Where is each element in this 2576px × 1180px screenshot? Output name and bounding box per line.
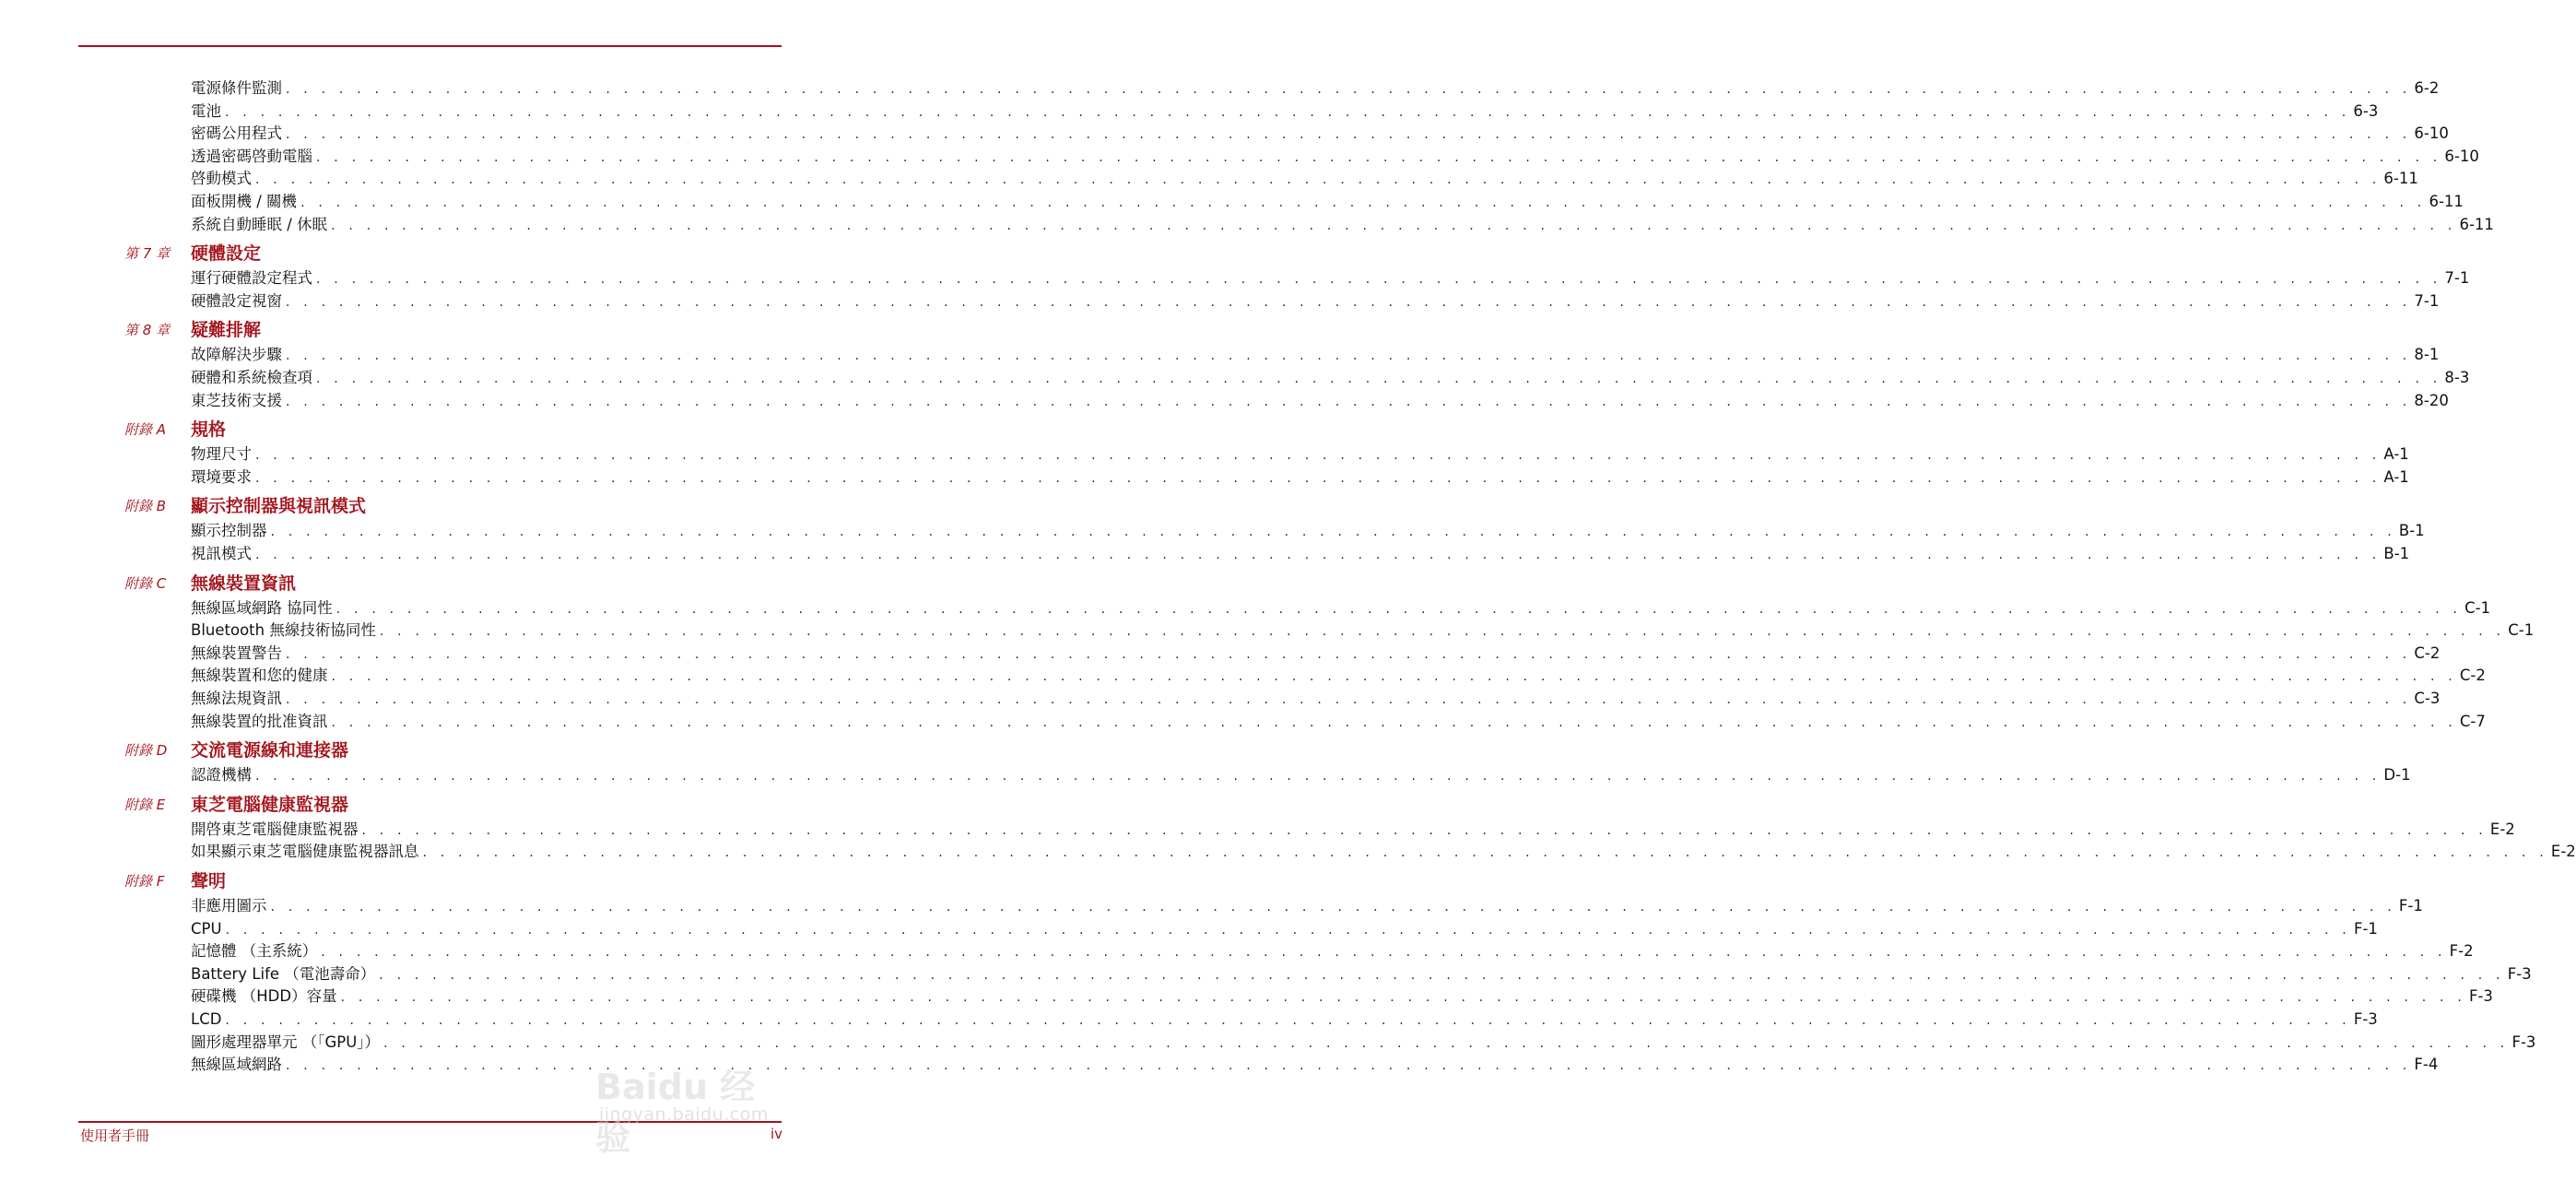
toc-entry[interactable] (191, 214, 2494, 234)
chapter-label: 第 7 章 (124, 245, 171, 263)
toc-entry-page: D-1 (2383, 766, 2411, 785)
toc-entry[interactable] (191, 466, 2409, 487)
toc-entry-page: F-3 (2511, 1032, 2536, 1051)
leader-dots: . . . . . . . . . . . . . . . . . . . . . . . . . . . . . . . . . . . . . . . . . . . . . . . . . . . . . . . . . . . . . . . . . . . . . . . . . . . . . . . . . . . . . . . . . . . . . . . . . . . . . . . . . . . . . . . . . . . . . . . . (340, 990, 2466, 1006)
toc-entry-page: F-1 (2398, 897, 2423, 914)
toc-entry[interactable] (191, 1032, 2536, 1052)
header-rule (78, 45, 782, 47)
leader-dots: . . . . . . . . . . . . . . . . . . . . . . . . . . . . . . . . . . . . . . . . . . . . . . . . . . . . . . . . . . . . . . . . . . . . . . . . . . . . . . . . . . . . . . . . . . . . . . . . . . . . . . . . . . . . . . . . . . . . . . . . (225, 104, 2351, 120)
toc-entry[interactable] (191, 390, 2449, 410)
toc-entry-page: 6-11 (2459, 215, 2494, 233)
toc-entry[interactable] (191, 918, 2378, 938)
leader-dots: . . . . . . . . . . . . . . . . . . . . . . . . . . . . . . . . . . . . . . . . . . . . . . . . . . . . . . . . . . . . . . . . . . . . . . . . . . . . . . . . . . . . . . . . . . . . . . . . . . . . . . . . . . . . . . . . . . . . . . . . (255, 470, 2382, 486)
toc-entry-page: F-3 (2507, 964, 2532, 983)
toc-entry-title: 東芝技術支援 (191, 391, 282, 409)
toc-entry-title: 電池 (191, 101, 221, 120)
toc-entry-title: 硬體和系統檢查項 (191, 369, 312, 386)
toc-entry-title: 非應用圖示 (191, 897, 267, 914)
leader-dots: . . . . . . . . . . . . . . . . . . . . . . . . . . . . . . . . . . . . . . . . . . . . . . . . . . . . . . . . . . . . . . . . . . . . . . . . . . . . . . . . . . . . . . . . . . . . . . . . . . . . . . . . . . . . . . . . . . . . . . . . (331, 669, 2457, 685)
toc-entry-title: 硬碟機 （HDD）容量 (191, 987, 337, 1006)
leader-dots: . . . . . . . . . . . . . . . . . . . . . . . . . . . . . . . . . . . . . . . . . . . . . . . . . . . . . . . . . . . . . . . . . . . . . . . . . . . . . . . . . . . . . . . . . . . . . . . . . . . . . . . . . . . . . . . . . . . . . . . . (422, 845, 2548, 861)
toc-entry-page: 6-10 (2444, 147, 2479, 165)
toc-entry-title: 面板開機 / 關機 (191, 193, 298, 210)
toc-entry-title: 無線區域網路 協同性 (191, 598, 333, 617)
toc-entry-title: 系統自動睡眠 / 休眠 (191, 215, 328, 233)
toc-entry-title: 顯示控制器 (191, 522, 267, 540)
leader-dots: . . . . . . . . . . . . . . . . . . . . . . . . . . . . . . . . . . . . . . . . . . . . . . . . . . . . . . . . . . . . . . . . . . . . . . . . . . . . . . . . . . . . . . . . . . . . . . . . . . . . . . . . . . . . . . . . . . . . . . . . (321, 945, 2447, 961)
toc-entry-title: 電源條件監測 (191, 79, 282, 97)
toc-entry-page: E-2 (2489, 820, 2515, 838)
toc-entry[interactable] (191, 290, 2440, 311)
footer-title: 使用者手冊 (80, 1127, 150, 1144)
toc-entry-page: C-3 (2414, 690, 2441, 707)
toc-entry-title: 無線裝置和您的健康 (191, 667, 328, 685)
toc-entry-page: 8-3 (2444, 369, 2470, 386)
leader-dots: . . . . . . . . . . . . . . . . . . . . . . . . . . . . . . . . . . . . . . . . . . . . . . . . . . . . . . . . . . . . . . . . . . . . . . . . . . . . . . . . . . . . . . . . . . . . . . . . . . . . . . . . . . . . . . . . . . . . . . . . (270, 525, 2396, 540)
leader-dots: . . . . . . . . . . . . . . . . . . . . . . . . . . . . . . . . . . . . . . . . . . . . . . . . . . . . . . . . . . . . . . . . . . . . . . . . . . . . . . . . . . . . . . . . . . . . . . . . . . . . . . . . . . . . . . . . . . . . . . . . (286, 1058, 2412, 1074)
leader-dots: . . . . . . . . . . . . . . . . . . . . . . . . . . . . . . . . . . . . . . . . . . . . . . . . . . . . . . . . . . . . . . . . . . . . . . . . . . . . . . . . . . . . . . . . . . . . . . . . . . . . . . . . . . . . . . . . . . . . . . . . (379, 967, 2505, 983)
toc-entry[interactable] (191, 267, 2470, 288)
toc-entry-title: Battery Life （電池壽命） (191, 964, 376, 983)
toc-entry[interactable] (191, 168, 2418, 188)
toc-entry[interactable] (191, 665, 2486, 685)
chapter-title[interactable]: 聲明 (191, 871, 227, 891)
toc-entry-page: F-4 (2414, 1056, 2439, 1074)
toc-entry-page: A-1 (2383, 445, 2409, 464)
chapter-label: 附錄 F (124, 873, 165, 890)
chapter-label: 附錄 A (124, 421, 167, 439)
toc-entry[interactable] (191, 191, 2464, 211)
toc-entry[interactable] (191, 819, 2515, 839)
toc-entry[interactable] (191, 841, 2576, 861)
leader-dots: . . . . . . . . . . . . . . . . . . . . . . . . . . . . . . . . . . . . . . . . . . . . . . . . . . . . . . . . . . . . . . . . . . . . . . . . . . . . . . . . . . . . . . . . . . . . . . . . . . . . . . . . . . . . . . . . . . . . . . . . (286, 692, 2412, 707)
leader-dots: . . . . . . . . . . . . . . . . . . . . . . . . . . . . . . . . . . . . . . . . . . . . . . . . . . . . . . . . . . . . . . . . . . . . . . . . . . . . . . . . . . . . . . . . . . . . . . . . . . . . . . . . . . . . . . . . . . . . . . . . (316, 272, 2442, 288)
leader-dots: . . . . . . . . . . . . . . . . . . . . . . . . . . . . . . . . . . . . . . . . . . . . . . . . . . . . . . . . . . . . . . . . . . . . . . . . . . . . . . . . . . . . . . . . . . . . . . . . . . . . . . . . . . . . . . . . . . . . . . . . (255, 769, 2382, 785)
toc-entry[interactable] (191, 895, 2423, 915)
chapter-label: 附錄 C (124, 574, 167, 592)
toc-entry-title: CPU (191, 919, 222, 938)
baidu-logo: Baidu 经验 (595, 1067, 756, 1158)
chapter-title[interactable]: 東芝電腦健康監視器 (191, 794, 349, 815)
toc-entry[interactable] (191, 711, 2486, 731)
toc-entry-title: 故障解決步驟 (191, 346, 282, 364)
toc-entry-page: 7-1 (2444, 269, 2470, 288)
leader-dots: . . . . . . . . . . . . . . . . . . . . . . . . . . . . . . . . . . . . . . . . . . . . . . . . . . . . . . . . . . . . . . . . . . . . . . . . . . . . . . . . . . . . . . . . . . . . . . . . . . . . . . . . . . . . . . . . . . . . . . . . (286, 127, 2412, 143)
toc-entry-page: B-1 (2398, 522, 2425, 540)
toc-entry-page: B-1 (2383, 545, 2410, 562)
leader-dots: . . . . . . . . . . . . . . . . . . . . . . . . . . . . . . . . . . . . . . . . . . . . . . . . . . . . . . . . . . . . . . . . . . . . . . . . . . . . . . . . . . . . . . . . . . . . . . . . . . . . . . . . . . . . . . . . . . . . . . . . (286, 646, 2412, 662)
toc-entry-page: 8-1 (2414, 346, 2440, 364)
chapter-title[interactable]: 無線裝置資訊 (191, 572, 297, 594)
toc-entry-page: 7-1 (2414, 291, 2440, 310)
toc-entry-page: F-3 (2468, 987, 2493, 1006)
toc-entry[interactable] (191, 367, 2470, 387)
toc-entry-title: 無線區域網路 (191, 1056, 282, 1074)
toc-entry-page: 6-10 (2414, 124, 2449, 143)
toc-entry-title: 無線裝置警告 (191, 643, 282, 662)
toc-entry-title: 視訊模式 (191, 545, 252, 562)
leader-dots: . . . . . . . . . . . . . . . . . . . . . . . . . . . . . . . . . . . . . . . . . . . . . . . . . . . . . . . . . . . . . . . . . . . . . . . . . . . . . . . . . . . . . . . . . . . . . . . . . . . . . . . . . . . . . . . . . . . . . . . . (331, 218, 2457, 233)
toc-entry-title: 無線裝置的批准資訊 (191, 712, 328, 730)
footer-page-number: iv (770, 1126, 783, 1142)
toc-entry[interactable] (191, 643, 2441, 663)
chapter-title[interactable]: 硬體設定 (191, 243, 262, 265)
toc-entry-title: LCD (191, 1010, 222, 1028)
toc-entry-title: 認證機構 (191, 766, 252, 785)
toc-entry[interactable] (191, 443, 2409, 464)
toc-entry-page: A-1 (2383, 467, 2409, 486)
toc-entry-page: C-1 (2464, 598, 2491, 617)
leader-dots: . . . . . . . . . . . . . . . . . . . . . . . . . . . . . . . . . . . . . . . . . . . . . . . . . . . . . . . . . . . . . . . . . . . . . . . . . . . . . . . . . . . . . . . . . . . . . . . . . . . . . . . . . . . . . . . . . . . . . . . . (286, 82, 2412, 97)
leader-dots: . . . . . . . . . . . . . . . . . . . . . . . . . . . . . . . . . . . . . . . . . . . . . . . . . . . . . . . . . . . . . . . . . . . . . . . . . . . . . . . . . . . . . . . . . . . . . . . . . . . . . . . . . . . . . . . . . . . . . . . . (286, 294, 2412, 310)
toc-entry[interactable] (191, 146, 2479, 166)
toc-entry-title: 無線法規資訊 (191, 690, 282, 707)
toc-entry-page: F-2 (2449, 942, 2474, 961)
chapter-title[interactable]: 疑難排解 (191, 320, 262, 341)
toc-entry-title: 環境要求 (191, 467, 252, 486)
leader-dots: . . . . . . . . . . . . . . . . . . . . . . . . . . . . . . . . . . . . . . . . . . . . . . . . . . . . . . . . . . . . . . . . . . . . . . . . . . . . . . . . . . . . . . . . . . . . . . . . . . . . . . . . . . . . . . . . . . . . . . . . (225, 1013, 2351, 1028)
toc-entry-page: 6-3 (2353, 101, 2379, 120)
toc-entry-page: F-3 (2353, 1010, 2378, 1028)
toc-entry-title: 透過密碼啓動電腦 (191, 147, 312, 165)
chapter-label: 附錄 D (124, 742, 168, 760)
toc-entry-page: 8-20 (2414, 391, 2449, 409)
watermark-url: jingyan.baidu.com (599, 1104, 769, 1125)
leader-dots: . . . . . . . . . . . . . . . . . . . . . . . . . . . . . . . . . . . . . . . . . . . . . . . . . . . . . . . . . . . . . . . . . . . . . . . . . . . . . . . . . . . . . . . . . . . . . . . . . . . . . . . . . . . . . . . . . . . . . . . . (255, 172, 2382, 188)
chapter-title[interactable]: 交流電源線和連接器 (191, 740, 349, 761)
toc-entry-page: C-7 (2459, 712, 2486, 730)
toc-entry-page: F-1 (2353, 919, 2378, 938)
toc-entry[interactable] (191, 620, 2535, 640)
toc-entry[interactable] (191, 940, 2474, 961)
leader-dots: . . . . . . . . . . . . . . . . . . . . . . . . . . . . . . . . . . . . . . . . . . . . . . . . . . . . . . . . . . . . . . . . . . . . . . . . . . . . . . . . . . . . . . . . . . . . . . . . . . . . . . . . . . . . . . . . . . . . . . . . (286, 348, 2412, 364)
toc-entry-title: 硬體設定視窗 (191, 291, 282, 310)
leader-dots: . . . . . . . . . . . . . . . . . . . . . . . . . . . . . . . . . . . . . . . . . . . . . . . . . . . . . . . . . . . . . . . . . . . . . . . . . . . . . . . . . . . . . . . . . . . . . . . . . . . . . . . . . . . . . . . . . . . . . . . . (316, 372, 2442, 386)
toc-entry-title: 開啓東芝電腦健康監視器 (191, 820, 359, 838)
chapter-label: 附錄 E (124, 796, 166, 813)
toc-entry[interactable] (191, 344, 2440, 364)
toc-entry-title: 運行硬體設定程式 (191, 269, 312, 288)
leader-dots: . . . . . . . . . . . . . . . . . . . . . . . . . . . . . . . . . . . . . . . . . . . . . . . . . . . . . . . . . . . . . . . . . . . . . . . . . . . . . . . . . . . . . . . . . . . . . . . . . . . . . . . . . . . . . . . . . . . . . . . . (270, 900, 2396, 914)
toc-entry-page: 6-2 (2414, 79, 2440, 97)
toc-entry[interactable] (191, 100, 2379, 121)
toc-entry[interactable] (191, 688, 2441, 708)
leader-dots: . . . . . . . . . . . . . . . . . . . . . . . . . . . . . . . . . . . . . . . . . . . . . . . . . . . . . . . . . . . . . . . . . . . . . . . . . . . . . . . . . . . . . . . . . . . . . . . . . . . . . . . . . . . . . . . . . . . . . . . . (316, 149, 2442, 165)
toc-entry-title: 密碼公用程式 (191, 124, 282, 143)
chapter-label: 第 8 章 (124, 322, 171, 339)
leader-dots: . . . . . . . . . . . . . . . . . . . . . . . . . . . . . . . . . . . . . . . . . . . . . . . . . . . . . . . . . . . . . . . . . . . . . . . . . . . . . . . . . . . . . . . . . . . . . . . . . . . . . . . . . . . . . . . . . . . . . . . . (383, 1035, 2510, 1051)
toc-entry-page: C-2 (2459, 667, 2486, 685)
leader-dots: . . . . . . . . . . . . . . . . . . . . . . . . . . . . . . . . . . . . . . . . . . . . . . . . . . . . . . . . . . . . . . . . . . . . . . . . . . . . . . . . . . . . . . . . . . . . . . . . . . . . . . . . . . . . . . . . . . . . . . . . (300, 195, 2427, 210)
toc-entry-page: 6-11 (2429, 193, 2464, 210)
toc-entry-title: 記憶體 （主系統） (191, 942, 318, 961)
chapter-title[interactable]: 規格 (191, 419, 227, 441)
toc-entry-page: E-2 (2550, 843, 2576, 861)
leader-dots: . . . . . . . . . . . . . . . . . . . . . . . . . . . . . . . . . . . . . . . . . . . . . . . . . . . . . . . . . . . . . . . . . . . . . . . . . . . . . . . . . . . . . . . . . . . . . . . . . . . . . . . . . . . . . . . . . . . . . . . . (379, 624, 2506, 640)
toc-entry[interactable] (191, 1009, 2378, 1029)
toc-entry-title: 啓動模式 (191, 170, 252, 188)
toc-entry-page: C-1 (2508, 621, 2535, 640)
toc-entry[interactable] (191, 77, 2440, 98)
leader-dots: . . . . . . . . . . . . . . . . . . . . . . . . . . . . . . . . . . . . . . . . . . . . . . . . . . . . . . . . . . . . . . . . . . . . . . . . . . . . . . . . . . . . . . . . . . . . . . . . . . . . . . . . . . . . . . . . . . . . . . . . (331, 714, 2457, 730)
leader-dots: . . . . . . . . . . . . . . . . . . . . . . . . . . . . . . . . . . . . . . . . . . . . . . . . . . . . . . . . . . . . . . . . . . . . . . . . . . . . . . . . . . . . . . . . . . . . . . . . . . . . . . . . . . . . . . . . . . . . . . . . (225, 922, 2351, 938)
toc-entry[interactable] (191, 597, 2491, 618)
leader-dots: . . . . . . . . . . . . . . . . . . . . . . . . . . . . . . . . . . . . . . . . . . . . . . . . . . . . . . . . . . . . . . . . . . . . . . . . . . . . . . . . . . . . . . . . . . . . . . . . . . . . . . . . . . . . . . . . . . . . . . . . (255, 548, 2382, 562)
leader-dots: . . . . . . . . . . . . . . . . . . . . . . . . . . . . . . . . . . . . . . . . . . . . . . . . . . . . . . . . . . . . . . . . . . . . . . . . . . . . . . . . . . . . . . . . . . . . . . . . . . . . . . . . . . . . . . . . . . . . . . . . (361, 822, 2488, 838)
leader-dots: . . . . . . . . . . . . . . . . . . . . . . . . . . . . . . . . . . . . . . . . . . . . . . . . . . . . . . . . . . . . . . . . . . . . . . . . . . . . . . . . . . . . . . . . . . . . . . . . . . . . . . . . . . . . . . . . . . . . . . . . (255, 448, 2382, 464)
toc-entry[interactable] (191, 985, 2493, 1006)
toc-entry[interactable] (191, 764, 2411, 785)
chapter-label: 附錄 B (124, 498, 167, 515)
toc-entry-page: 6-11 (2383, 170, 2418, 188)
leader-dots: . . . . . . . . . . . . . . . . . . . . . . . . . . . . . . . . . . . . . . . . . . . . . . . . . . . . . . . . . . . . . . . . . . . . . . . . . . . . . . . . . . . . . . . . . . . . . . . . . . . . . . . . . . . . . . . . . . . . . . . . (335, 601, 2463, 617)
toc-entry-title: Bluetooth 無線技術協同性 (191, 621, 376, 640)
toc-entry[interactable] (191, 963, 2532, 984)
toc-entry[interactable] (191, 123, 2449, 143)
chapter-title[interactable]: 顯示控制器與視訊模式 (191, 496, 367, 517)
toc-entry-title: 物理尺寸 (191, 445, 252, 464)
toc-entry[interactable] (191, 543, 2410, 563)
toc-entry-page: C-2 (2414, 643, 2441, 662)
toc-entry-title: 如果顯示東芝電腦健康監視器訊息 (191, 843, 419, 861)
baidu-watermark (590, 1053, 783, 1158)
leader-dots: . . . . . . . . . . . . . . . . . . . . . . . . . . . . . . . . . . . . . . . . . . . . . . . . . . . . . . . . . . . . . . . . . . . . . . . . . . . . . . . . . . . . . . . . . . . . . . . . . . . . . . . . . . . . . . . . . . . . . . . . (286, 394, 2412, 409)
toc-entry-title: 圖形處理器單元 （「GPU」） (191, 1032, 381, 1051)
toc-entry[interactable] (191, 520, 2425, 540)
